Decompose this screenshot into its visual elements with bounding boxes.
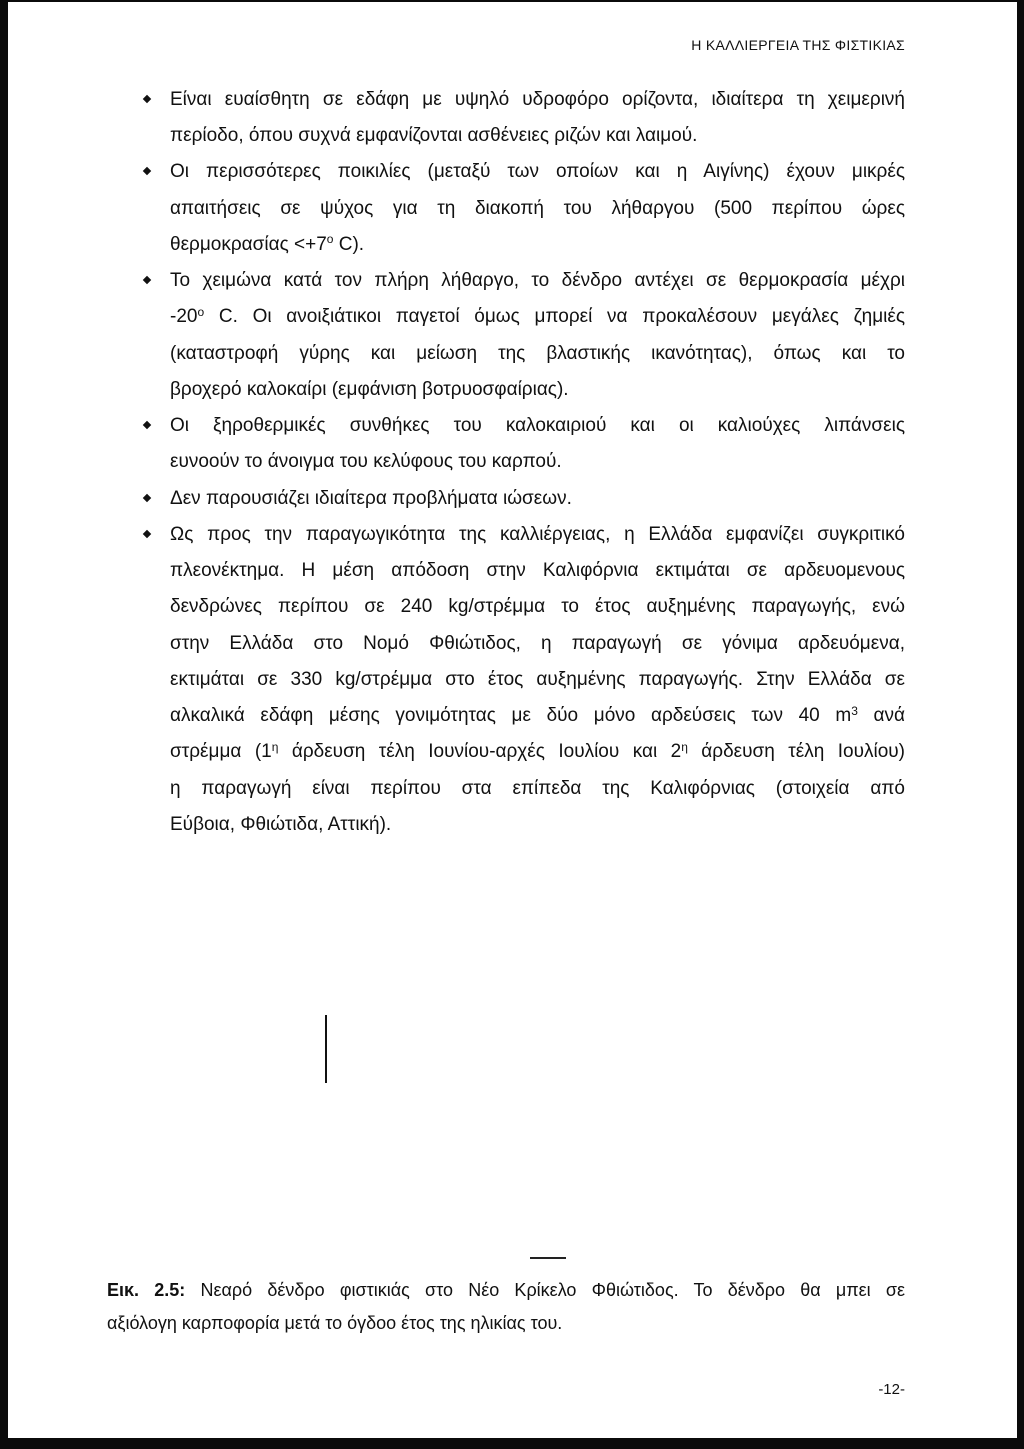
superscript: o (326, 232, 334, 247)
text-line: δενδρώνες περίπου σε 240 kg/στρέμμα το έτος αυξημένης παραγωγής, ενώ (170, 596, 905, 618)
figure-caption (107, 1274, 905, 1340)
superscript: o (197, 304, 205, 319)
text-line: Είναι ευαίσθητη σε εδάφη με υψηλό υδροφόρο ορίζοντα, ιδιαίτερα τη χειμερινή (170, 88, 905, 110)
text-segment: θερμοκρασίας <+7 (170, 233, 327, 255)
bullet-item (170, 517, 905, 843)
superscript: η (271, 739, 279, 754)
text-segment: αλκαλικά εδάφη μέσης γονιμότητας με δύο μόνο αρδεύσεις των 40 m (170, 705, 852, 727)
text-line: περίοδο, όπου συχνά εμφανίζονται ασθένειες ριζών και λαιμού. (170, 125, 698, 147)
text-segment: ανά (857, 705, 905, 727)
text-line (170, 734, 905, 770)
text-line: Δεν παρουσιάζει ιδιαίτερα προβλήματα ιώσεων. (170, 487, 572, 509)
superscript: η (681, 739, 688, 754)
text-segment: άρδευση τέλη Ιουνίου-αρχές Ιουλίου και 2 (278, 741, 682, 763)
text-line: Ως προς την παραγωγικότητα της καλλιέργειας, η Ελλάδα εμφανίζει συγκριτικό (170, 523, 905, 545)
running-header: Η ΚΑΛΛΙΕΡΓΕΙΑ ΤΗΣ ΦΙΣΤΙΚΙΑΣ (691, 37, 905, 53)
caption-label: Εικ. (107, 1279, 140, 1300)
text-line: η παραγωγή είναι περίπου στα επίπεδα της Καλιφόρνιας (στοιχεία από (170, 777, 905, 799)
text-line: πλεονέκτημα. Η μέση απόδοση στην Καλιφόρνια εκτιμάται σε αρδευομενους (170, 560, 905, 582)
text-line (170, 698, 905, 734)
figure-vertical-rule (325, 1015, 327, 1083)
page-number: -12- (878, 1381, 905, 1398)
bullet-item (170, 154, 905, 263)
text-segment: στρέμμα (1 (170, 741, 272, 763)
text-line (170, 227, 905, 263)
text-line: ευνοούν το άνοιγμα του κελύφους του καρπού. (170, 451, 562, 473)
text-segment: άρδευση τέλη Ιουλίου) (687, 741, 905, 763)
bullet-item (170, 408, 905, 481)
bullet-item (170, 82, 905, 155)
caption-line (107, 1274, 905, 1307)
text-line: στην Ελλάδα στο Νομό Φθιώτιδος, η παραγωγή σε γόνιμα αρδευόμενα, (170, 632, 905, 654)
superscript: 3 (851, 703, 858, 718)
caption-text: Νεαρό δένδρο φιστικιάς στο Νέο Κρίκελο Φθιώτιδος. Το δένδρο θα μπει σε (200, 1279, 905, 1300)
text-line: εκτιμάται σε 330 kg/στρέμμα στο έτος αυξημένης παραγωγής. Στην Ελλάδα σε (170, 668, 905, 690)
text-line (170, 299, 905, 335)
text-line: (καταστροφή γύρης και μείωση της βλαστικής ικανότητας), όπως και το (170, 342, 905, 364)
bullet-item (170, 263, 905, 408)
text-segment: -20 (170, 306, 198, 328)
caption-number: 2.5: (154, 1279, 186, 1300)
text-line: Το χειμώνα κατά τον πλήρη λήθαργο, το δένδρο αντέχει σε θερμοκρασία μέχρι (170, 270, 905, 292)
bullet-item (170, 481, 905, 517)
text-segment: C). (333, 233, 365, 255)
text-line: Οι περισσότερες ποικιλίες (μεταξύ των οποίων και η Αιγίνης) έχουν μικρές (170, 161, 905, 183)
text-line: Οι ξηροθερμικές συνθήκες του καλοκαιριού και οι καλιούχες λιπάνσεις (170, 415, 905, 437)
text-segment: C. Οι ανοιξιάτικοι παγετοί όμως μπορεί να προκαλέσουν μεγάλες ζημιές (204, 306, 905, 328)
text-line: απαιτήσεις σε ψύχος για τη διακοπή του λήθαργου (500 περίπου ώρες (170, 197, 905, 219)
text-line: Εύβοια, Φθιώτιδα, Αττική). (170, 813, 392, 835)
caption-line: αξιόλογη καρποφορία μετά το όγδοο έτος της ηλικίας του. (107, 1312, 563, 1333)
text-line: βροχερό καλοκαίρι (εμφάνιση βοτρυοσφαίριας). (170, 378, 569, 400)
bullet-list (170, 82, 905, 843)
caption-rule (530, 1257, 566, 1259)
